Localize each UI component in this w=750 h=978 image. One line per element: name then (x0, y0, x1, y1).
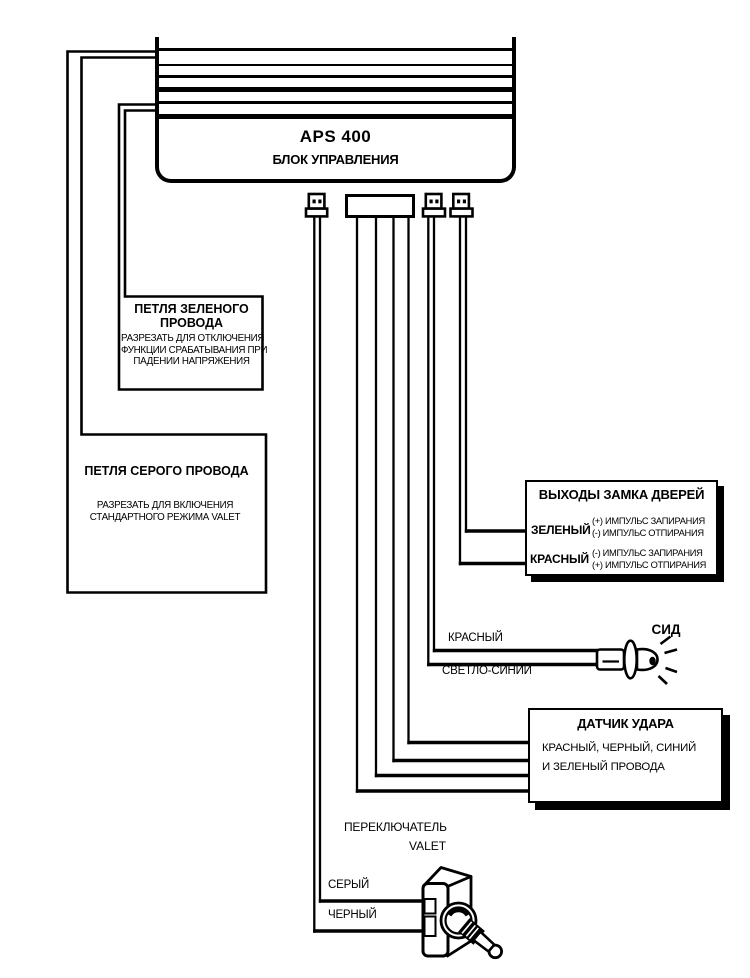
green-loop-title-line1: ПЕТЛЯ ЗЕЛЕНОГО (134, 302, 249, 316)
unit-stripe (159, 48, 512, 51)
door-lock-green-wire-label: ЗЕЛЕНЫЙ (531, 523, 591, 537)
control-unit-model: APS 400 (299, 127, 372, 146)
door-lock-green-line1: (+) ИМПУЛЬС ЗАПИРАНИЯ (592, 516, 705, 526)
green-loop-title (119, 302, 264, 330)
control-unit-name: БЛОК УПРАВЛЕНИЯ (272, 152, 399, 167)
connector-4-body (453, 194, 469, 209)
unit-stripe (159, 87, 512, 92)
green-loop-title-line2: ПРОВОДА (159, 316, 224, 330)
green-loop-note-line3: ПАДЕНИИ НАПРЯЖЕНИЯ (133, 356, 250, 368)
switch-terminal (425, 917, 436, 937)
connector-1-flange (306, 209, 327, 217)
unit-stripe (159, 64, 512, 67)
door-lock-red-line1: (-) ИМПУЛЬС ЗАПИРАНИЯ (592, 548, 703, 558)
connector-1-body (309, 194, 325, 209)
connector-1-pin (318, 200, 321, 204)
connector-4-flange (451, 209, 473, 217)
door-lock-green-impulses (592, 516, 705, 539)
green-loop-note-line1: РАЗРЕЗАТЬ ДЛЯ ОТКЛЮЧЕНИЯ (121, 333, 265, 344)
connector-3-pin (430, 200, 433, 204)
switch-bat-handle (473, 932, 494, 952)
gray-loop-note-line1: РАЗРЕЗАТЬ ДЛЯ ВКЛЮЧЕНИЯ (96, 500, 234, 511)
control-unit (155, 37, 516, 183)
led-flange (624, 641, 636, 679)
green-loop-note (121, 333, 268, 368)
switch-terminal (425, 899, 436, 914)
valet-switch-label-line2: VALET (409, 839, 447, 853)
shock-sensor-note-line1: КРАСНЫЙ, ЧЕРНЫЙ, СИНИЙ (542, 742, 697, 754)
valet-switch-symbol (423, 868, 502, 958)
door-lock-red-wire-label: КРАСНЫЙ (530, 552, 589, 566)
door-lock-box-title: ВЫХОДЫ ЗАМКА ДВЕРЕЙ (538, 487, 705, 502)
connectors (306, 194, 473, 217)
led-body (597, 650, 624, 670)
connector-3-flange (423, 209, 445, 217)
led-rays (659, 637, 678, 685)
door-lock-red-line2: (+) ИМПУЛЬС ОТПИРАНИЯ (592, 559, 707, 570)
unit-stripe (159, 101, 512, 105)
unit-stripe (159, 114, 512, 119)
valet-switch-label-line1: ПЕРЕКЛЮЧАТЕЛЬ (344, 820, 447, 834)
connector-3-body (426, 194, 442, 209)
green-loop-note-line2: ФУНКЦИИ СРАБАТЫВАНИЯ ПРИ (121, 344, 268, 356)
led-label: СИД (651, 622, 681, 637)
connector-4-pin (457, 200, 460, 204)
door-lock-outputs-box (525, 480, 718, 576)
door-lock-red-impulses (592, 548, 706, 571)
door-lock-green-line2: (-) ИМПУЛЬС ОТПИРАНИЯ (592, 527, 704, 538)
gray-loop-note-line2: СТАНДАРТНОГО РЕЖИМА VALET (89, 511, 241, 523)
connector-4-pin (463, 200, 466, 204)
connector-1-pin (313, 200, 316, 204)
led-cathode-spot (649, 657, 655, 665)
shock-sensor-note-line2: И ЗЕЛЕНЫЙ ПРОВОДА (542, 760, 665, 773)
unit-stripe (159, 75, 512, 78)
main-harness-connector (347, 196, 414, 217)
shock-sensor-note (542, 739, 696, 777)
gray-loop-title: ПЕТЛЯ СЕРОГО ПРОВОДА (84, 464, 249, 478)
switch-black-wire-label: ЧЕРНЫЙ (328, 909, 377, 921)
connector-3-pin (435, 200, 438, 204)
shock-sensor-box (528, 708, 723, 803)
switch-gray-wire-label: СЕРЫЙ (328, 879, 370, 891)
shock-sensor-title: ДАТЧИК УДАРА (577, 716, 674, 731)
led-red-wire-label: КРАСНЫЙ (448, 632, 503, 644)
gray-loop-note (70, 500, 260, 523)
led-symbol (597, 637, 677, 685)
led-blue-wire-label: СВЕТЛО-СИНИЙ (442, 665, 532, 677)
